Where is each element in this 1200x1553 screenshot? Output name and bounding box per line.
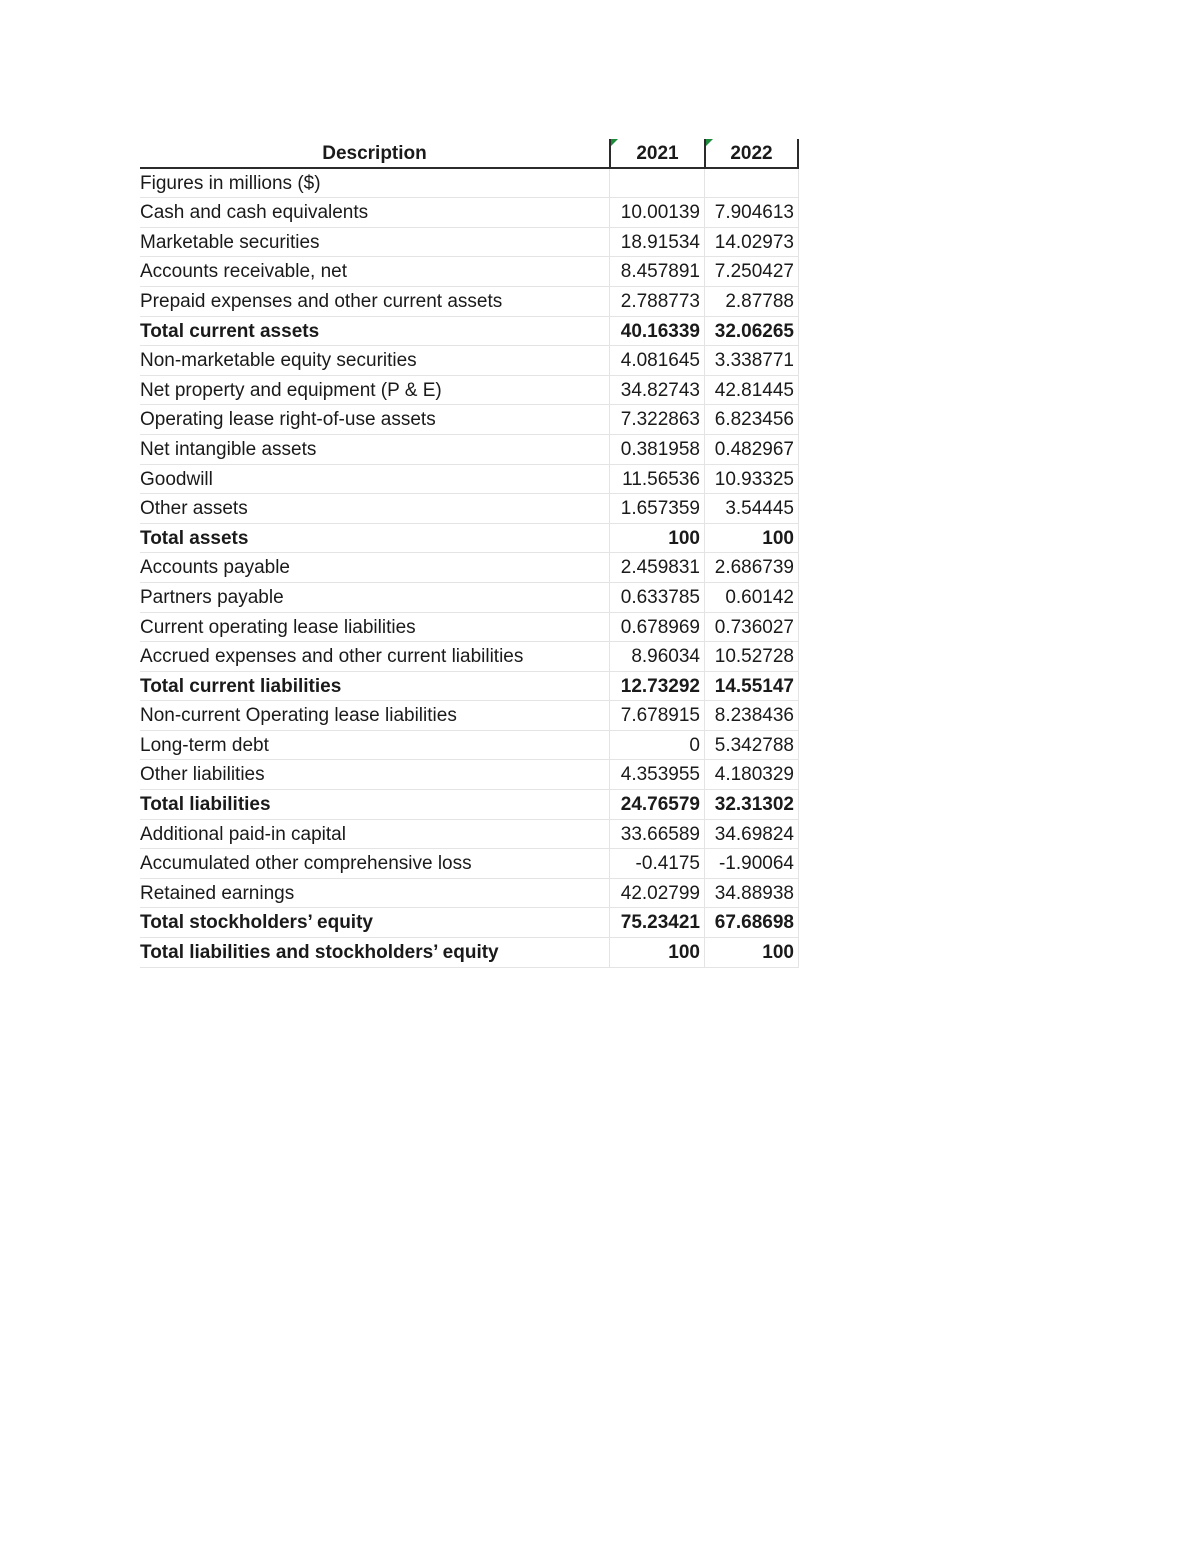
table-row <box>140 642 805 672</box>
row-description-cell[interactable]: Total stockholders’ equity <box>140 908 609 938</box>
header-2021-label: 2021 <box>636 143 679 164</box>
row-2022-cell[interactable]: 4.180329 <box>704 760 799 790</box>
table-row <box>140 701 805 731</box>
row-description-cell[interactable]: Additional paid-in capital <box>140 820 609 850</box>
row-description-cell[interactable]: Current operating lease liabilities <box>140 613 609 643</box>
table-row <box>140 583 805 613</box>
row-description-cell[interactable]: Net intangible assets <box>140 435 609 465</box>
table-row <box>140 494 805 524</box>
row-2022-cell[interactable]: 10.52728 <box>704 642 799 672</box>
row-2021-cell[interactable]: -0.4175 <box>609 849 704 879</box>
row-description-cell[interactable]: Operating lease right-of-use assets <box>140 405 609 435</box>
row-2022-cell[interactable]: 8.238436 <box>704 701 799 731</box>
table-row <box>140 287 805 317</box>
table-row <box>140 553 805 583</box>
table-row <box>140 760 805 790</box>
row-2022-cell[interactable]: 7.250427 <box>704 257 799 287</box>
row-2022-cell[interactable]: 32.31302 <box>704 790 799 820</box>
table-row <box>140 820 805 850</box>
row-2021-cell[interactable]: 4.081645 <box>609 346 704 376</box>
row-description-cell[interactable]: Accounts receivable, net <box>140 257 609 287</box>
header-description[interactable]: Description <box>140 139 609 169</box>
row-description-cell[interactable]: Total current liabilities <box>140 672 609 702</box>
row-2022-cell[interactable]: 100 <box>704 938 799 968</box>
row-2021-cell[interactable]: 8.457891 <box>609 257 704 287</box>
row-2022-cell[interactable]: 5.342788 <box>704 731 799 761</box>
table-row <box>140 405 805 435</box>
header-2021[interactable] <box>609 139 704 169</box>
row-2022-cell[interactable]: 14.55147 <box>704 672 799 702</box>
table-row <box>140 879 805 909</box>
table-header-row <box>140 139 805 169</box>
row-description-cell[interactable]: Retained earnings <box>140 879 609 909</box>
row-description-cell[interactable]: Accounts payable <box>140 553 609 583</box>
row-description-cell[interactable]: Total assets <box>140 524 609 554</box>
row-2021-cell[interactable]: 12.73292 <box>609 672 704 702</box>
row-2022-cell[interactable]: 0.736027 <box>704 613 799 643</box>
row-2021-cell[interactable]: 11.56536 <box>609 465 704 495</box>
table-row <box>140 849 805 879</box>
row-description-cell[interactable]: Goodwill <box>140 465 609 495</box>
row-2022-cell[interactable]: 34.88938 <box>704 879 799 909</box>
error-flag-icon <box>706 139 713 146</box>
table-row <box>140 672 805 702</box>
row-description-cell[interactable]: Figures in millions ($) <box>140 169 609 199</box>
row-2022-cell[interactable]: 34.69824 <box>704 820 799 850</box>
row-2021-cell[interactable]: 7.322863 <box>609 405 704 435</box>
row-2022-cell[interactable]: 14.02973 <box>704 228 799 258</box>
row-description-cell[interactable]: Cash and cash equivalents <box>140 198 609 228</box>
row-2022-cell[interactable]: 0.60142 <box>704 583 799 613</box>
row-2021-cell[interactable]: 2.788773 <box>609 287 704 317</box>
row-2022-cell[interactable]: 2.87788 <box>704 287 799 317</box>
row-2022-cell[interactable]: 32.06265 <box>704 317 799 347</box>
table-row <box>140 524 805 554</box>
header-2022-label: 2022 <box>730 143 773 164</box>
row-description-cell[interactable]: Accumulated other comprehensive loss <box>140 849 609 879</box>
table-row <box>140 228 805 258</box>
row-2021-cell[interactable] <box>609 169 704 199</box>
row-description-cell[interactable]: Non-current Operating lease liabilities <box>140 701 609 731</box>
row-2022-cell[interactable]: 0.482967 <box>704 435 799 465</box>
row-description-cell[interactable]: Total liabilities and stockholders’ equity <box>140 938 609 968</box>
row-2021-cell[interactable]: 18.91534 <box>609 228 704 258</box>
table-row <box>140 790 805 820</box>
table-row <box>140 465 805 495</box>
header-2022[interactable] <box>704 139 799 169</box>
table-row <box>140 317 805 347</box>
balance-sheet-table <box>140 139 805 968</box>
row-2021-cell[interactable]: 0.678969 <box>609 613 704 643</box>
row-description-cell[interactable]: Long-term debt <box>140 731 609 761</box>
row-description-cell[interactable]: Non-marketable equity securities <box>140 346 609 376</box>
row-2022-cell[interactable]: 3.338771 <box>704 346 799 376</box>
row-description-cell[interactable]: Other assets <box>140 494 609 524</box>
table-row <box>140 908 805 938</box>
table-row <box>140 169 805 199</box>
row-2022-cell[interactable]: 10.93325 <box>704 465 799 495</box>
row-2021-cell[interactable]: 8.96034 <box>609 642 704 672</box>
row-2021-cell[interactable]: 42.02799 <box>609 879 704 909</box>
table-row <box>140 731 805 761</box>
row-2021-cell[interactable]: 2.459831 <box>609 553 704 583</box>
row-2022-cell[interactable]: 6.823456 <box>704 405 799 435</box>
row-2021-cell[interactable]: 33.66589 <box>609 820 704 850</box>
table-body <box>140 169 805 968</box>
row-2021-cell[interactable]: 34.82743 <box>609 376 704 406</box>
table-row <box>140 257 805 287</box>
row-2022-cell[interactable]: 67.68698 <box>704 908 799 938</box>
row-2021-cell[interactable]: 0.633785 <box>609 583 704 613</box>
row-2022-cell[interactable]: 2.686739 <box>704 553 799 583</box>
row-2022-cell[interactable]: 42.81445 <box>704 376 799 406</box>
row-2021-cell[interactable]: 75.23421 <box>609 908 704 938</box>
row-2022-cell[interactable]: -1.90064 <box>704 849 799 879</box>
row-2021-cell[interactable]: 40.16339 <box>609 317 704 347</box>
row-2022-cell[interactable]: 3.54445 <box>704 494 799 524</box>
row-2021-cell[interactable]: 4.353955 <box>609 760 704 790</box>
row-description-cell[interactable]: Other liabilities <box>140 760 609 790</box>
row-2021-cell[interactable]: 10.00139 <box>609 198 704 228</box>
row-description-cell[interactable]: Partners payable <box>140 583 609 613</box>
table-row <box>140 938 805 968</box>
row-2021-cell[interactable]: 1.657359 <box>609 494 704 524</box>
error-flag-icon <box>611 139 618 146</box>
row-description-cell[interactable]: Total current assets <box>140 317 609 347</box>
row-2021-cell[interactable]: 0.381958 <box>609 435 704 465</box>
table-row <box>140 435 805 465</box>
row-2021-cell[interactable]: 7.678915 <box>609 701 704 731</box>
table-row <box>140 613 805 643</box>
table-row <box>140 198 805 228</box>
row-description-cell[interactable]: Total liabilities <box>140 790 609 820</box>
row-description-cell[interactable]: Prepaid expenses and other current assets <box>140 287 609 317</box>
table-row <box>140 376 805 406</box>
table-row <box>140 346 805 376</box>
row-2022-cell[interactable]: 100 <box>704 524 799 554</box>
row-description-cell[interactable]: Marketable securities <box>140 228 609 258</box>
row-description-cell[interactable]: Accrued expenses and other current liabilities <box>140 642 609 672</box>
row-2022-cell[interactable] <box>704 169 799 199</box>
row-description-cell[interactable]: Net property and equipment (P & E) <box>140 376 609 406</box>
row-2021-cell[interactable]: 100 <box>609 524 704 554</box>
row-2022-cell[interactable]: 7.904613 <box>704 198 799 228</box>
row-2021-cell[interactable]: 100 <box>609 938 704 968</box>
row-2021-cell[interactable]: 0 <box>609 731 704 761</box>
row-2021-cell[interactable]: 24.76579 <box>609 790 704 820</box>
